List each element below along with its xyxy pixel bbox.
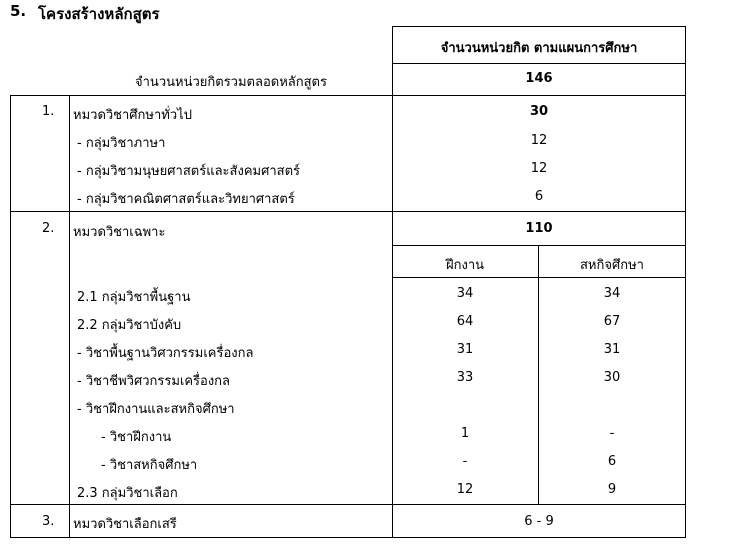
list-item: 2.1 กลุ่มวิชาพื้นฐาน — [77, 290, 191, 305]
subcol-internship: ฝึกงาน — [445, 258, 485, 273]
list-item-value: 12 — [530, 133, 548, 148]
sec2-value: 110 — [525, 221, 553, 236]
sec3-label: หมวดวิชาเลือกเสรี — [73, 517, 177, 532]
value-coop: - — [609, 426, 615, 441]
value-internship: - — [462, 454, 468, 469]
list-item-value: 12 — [530, 161, 548, 176]
list-item: - กลุ่มวิชามนุษยศาสตร์และสังคมศาสตร์ — [77, 164, 300, 179]
sec2-number: 2. — [42, 221, 55, 236]
value-coop: 30 — [603, 370, 621, 385]
sec2-label: หมวดวิชาเฉพาะ — [73, 225, 166, 240]
sec1-number: 1. — [42, 104, 55, 119]
subcol-coop: สหกิจศึกษา — [580, 258, 644, 273]
sec1-label: หมวดวิชาศึกษาทั่วไป — [73, 108, 192, 123]
list-item-value: 6 — [534, 189, 544, 204]
column-header: จำนวนหน่วยกิต ตามแผนการศึกษา — [440, 41, 638, 56]
value-internship: 34 — [456, 286, 474, 301]
list-item: - กลุ่มวิชาคณิตศาสตร์และวิทยาศาสตร์ — [77, 192, 295, 207]
value-internship: 12 — [456, 482, 474, 497]
list-item: - วิชาฝึกงาน — [101, 430, 172, 445]
value-coop: 9 — [607, 482, 617, 497]
heading-title: โครงสร้างหลักสูตร — [38, 5, 160, 23]
list-item: 2.3 กลุ่มวิชาเลือก — [77, 486, 178, 501]
list-item: 2.2 กลุ่มวิชาบังคับ — [77, 318, 182, 333]
value-internship: 33 — [456, 370, 474, 385]
value-internship: 1 — [460, 426, 470, 441]
value-internship: 64 — [456, 314, 474, 329]
value-coop: 34 — [603, 286, 621, 301]
value-coop: 67 — [603, 314, 621, 329]
total-value: 146 — [525, 71, 553, 86]
heading-number: 5. — [10, 2, 27, 20]
list-item: - กลุ่มวิชาภาษา — [77, 136, 166, 151]
sec1-value: 30 — [529, 104, 549, 119]
value-coop: 6 — [607, 454, 617, 469]
sec3-number: 3. — [42, 514, 55, 529]
value-coop: 31 — [603, 342, 621, 357]
value-internship: 31 — [456, 342, 474, 357]
list-item: - วิชาชีพวิศวกรรมเครื่องกล — [77, 374, 231, 389]
list-item: - วิชาพื้นฐานวิศวกรรมเครื่องกล — [77, 346, 254, 361]
sec3-value: 6 - 9 — [524, 514, 554, 529]
list-item: - วิชาสหกิจศึกษา — [101, 458, 198, 473]
total-label: จำนวนหน่วยกิตรวมตลอดหลักสูตร — [135, 75, 327, 90]
list-item: - วิชาฝึกงานและสหกิจศึกษา — [77, 402, 235, 417]
